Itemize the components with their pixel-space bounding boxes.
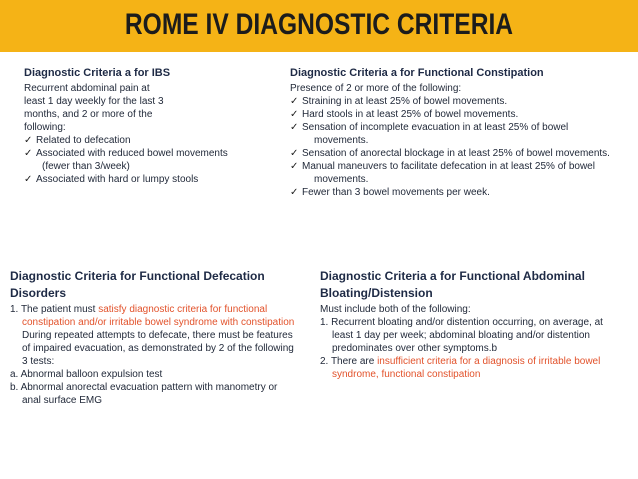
check-icon: ✓ (24, 174, 33, 185)
ibs-criterion: ✓ Associated with hard or lumpy stools (24, 174, 199, 185)
constipation-criterion: ✓ Straining in at least 25% of bowel movements. (290, 96, 508, 107)
ibs-intro-line: Recurrent abdominal pain at (24, 83, 150, 94)
check-icon: ✓ (290, 187, 299, 198)
ibs-panel (24, 66, 274, 186)
defecation-point-1-cont: of impaired evacuation, as demonstrated by 2 of the following (22, 343, 294, 354)
constipation-intro: Presence of 2 or more of the following: (290, 83, 462, 94)
defecation-heading: Diagnostic Criteria for Functional Defecation (10, 269, 265, 283)
bloating-heading: Diagnostic Criteria a for Functional Abdominal (320, 269, 585, 283)
page-title: ROME IV DIAGNOSTIC CRITERIA (124, 8, 514, 41)
defecation-heading: Disorders (10, 286, 67, 300)
ibs-intro-line: following: (24, 122, 66, 133)
check-icon: ✓ (24, 135, 33, 146)
defecation-point-1-cont: 3 tests: (22, 356, 55, 367)
constipation-criterion: ✓ Fewer than 3 bowel movements per week. (290, 187, 490, 198)
bloating-point-2-cont: syndrome, functional constipation (332, 369, 481, 380)
defecation-point-1-cont: During repeated attempts to defecate, there must be features (22, 330, 293, 341)
defecation-point-1-cont: constipation and/or irritable bowel syndrome with constipation (22, 317, 295, 328)
constipation-panel (290, 66, 630, 199)
check-icon: ✓ (290, 148, 299, 159)
ibs-criterion-cont: (fewer than 3/week) (42, 161, 130, 172)
constipation-criterion: ✓ Manual maneuvers to facilitate defecation in at least 25% of bowel (290, 161, 595, 172)
defecation-panel (10, 268, 310, 407)
defecation-point-1: 1. The patient must satisfy diagnostic criteria for functional (10, 304, 268, 315)
bloating-heading: Bloating/Distension (320, 286, 433, 300)
check-icon: ✓ (290, 122, 299, 133)
constipation-criterion-cont: movements. (314, 174, 369, 185)
bloating-point-1-cont: least 1 day per week; abdominal bloating and/or distention (332, 330, 590, 341)
defecation-test-b: b. Abnormal anorectal evacuation pattern with manometry or (10, 382, 278, 393)
defecation-test-b-cont: anal surface EMG (22, 395, 103, 406)
check-icon: ✓ (290, 96, 299, 107)
bloating-point-2: 2. There are insufficient criteria for a diagnosis of irritable bowel (320, 356, 601, 367)
ibs-intro-line: least 1 day weekly for the last 3 (24, 96, 164, 107)
ibs-intro-line: months, and 2 or more of the (24, 109, 153, 120)
bloating-point-1-cont: predominates over other symptoms.b (332, 343, 498, 354)
constipation-heading: Diagnostic Criteria a for Functional Constipation (290, 67, 544, 79)
ibs-criterion: ✓ Associated with reduced bowel movements (24, 148, 228, 159)
constipation-criterion: ✓ Hard stools in at least 25% of bowel movements. (290, 109, 519, 120)
ibs-criterion: ✓ Related to defecation (24, 135, 131, 146)
check-icon: ✓ (290, 161, 299, 172)
constipation-criterion: ✓ Sensation of anorectal blockage in at least 25% of bowel movements. (290, 148, 610, 159)
bloating-point-1: 1. Recurrent bloating and/or distention occurring, on average, at (320, 317, 603, 328)
check-icon: ✓ (24, 148, 33, 159)
ibs-heading: Diagnostic Criteria a for IBS (24, 67, 171, 79)
bloating-panel (320, 268, 632, 381)
check-icon: ✓ (290, 109, 299, 120)
bloating-intro: Must include both of the following: (320, 304, 471, 315)
constipation-criterion-cont: movements. (314, 135, 369, 146)
defecation-test-a: a. Abnormal balloon expulsion test (10, 369, 163, 380)
constipation-criterion: ✓ Sensation of incomplete evacuation in at least 25% of bowel (290, 122, 569, 133)
